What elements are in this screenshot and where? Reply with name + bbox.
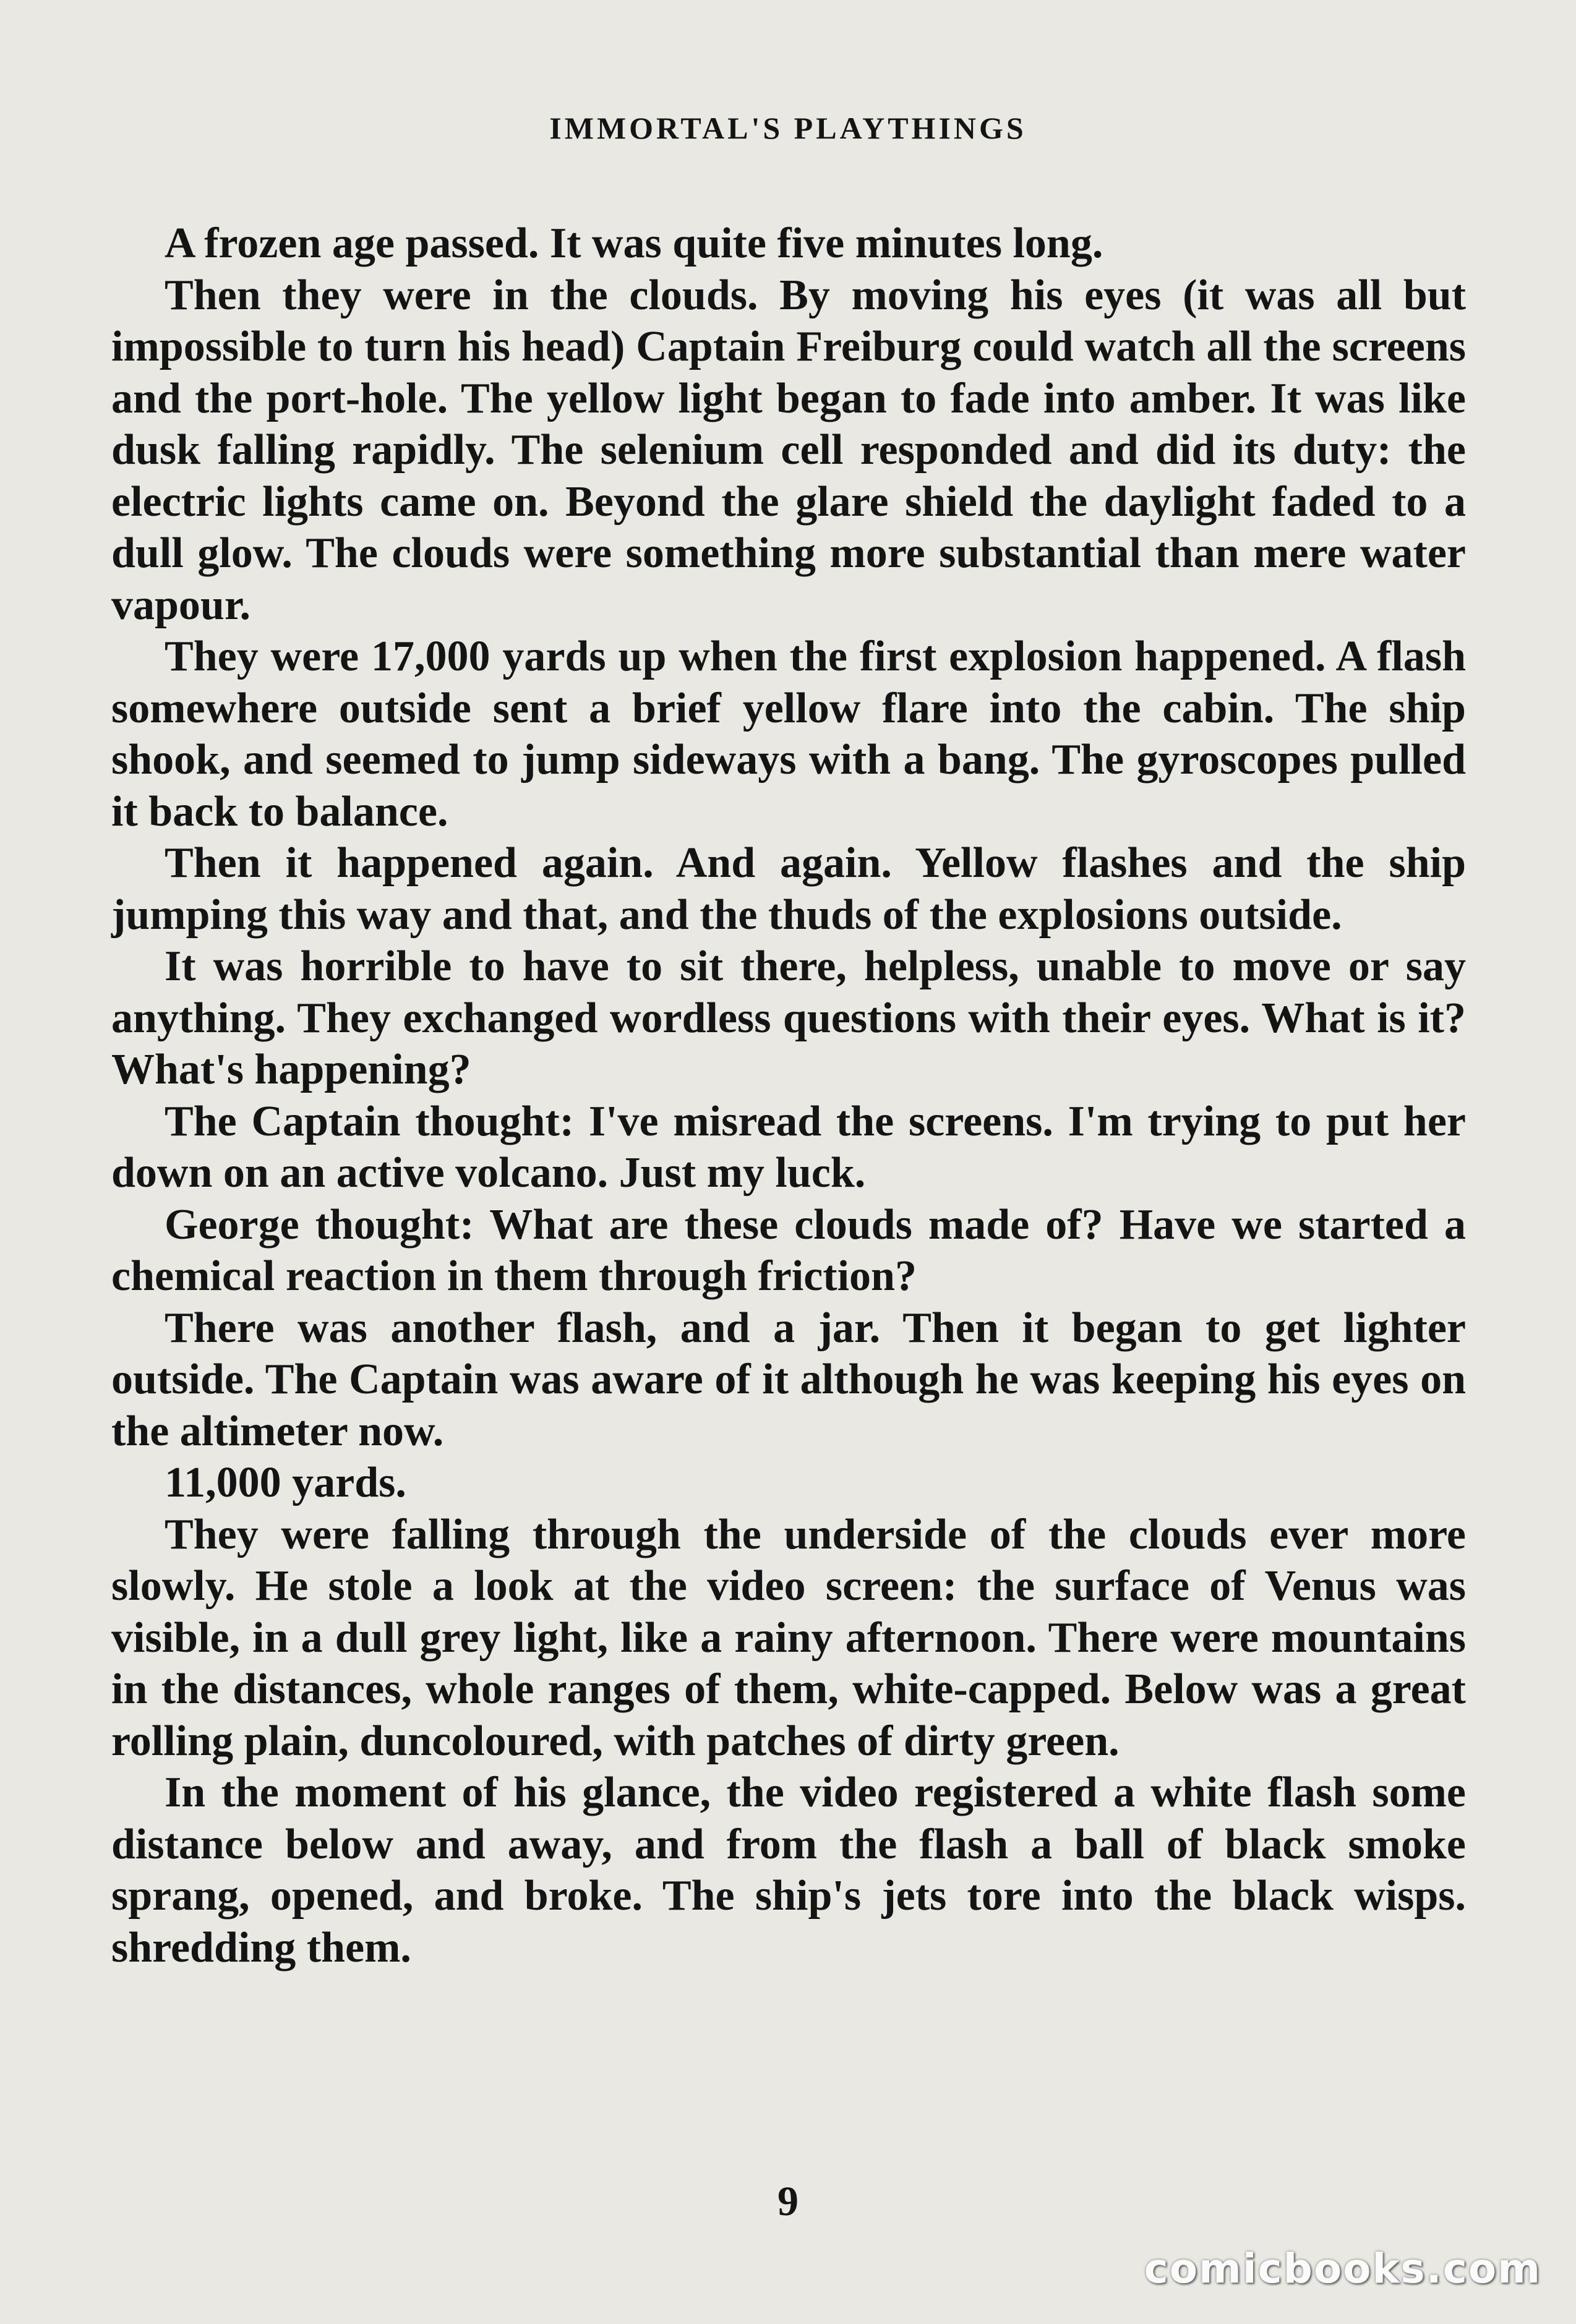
body-text [111,218,1466,1973]
watermark: comicbooks.com [1144,2245,1541,2292]
paragraph: They were falling through the underside of the clouds ever more slowly. He stole a look at the video screen: the surface of Venus was visible, in a dull grey light, like a rainy afternoon. There were mountains in the distances, whole ranges of them, white-capped. Below was a great rolling plain, duncoloured, with patches of dirty green. [111,1510,1466,1765]
paragraph: Then it happened again. And again. Yellow flashes and the ship jumping this way and that, and the thuds of the explosions outside. [111,839,1466,939]
paragraph: A frozen age passed. It was quite five minutes long. [165,220,1103,267]
paragraph: George thought: What are these clouds made of? Have we started a chemical reaction in them through friction? [111,1200,1466,1300]
running-head: IMMORTAL'S PLAYTHINGS [549,111,1027,145]
paragraph: Then they were in the clouds. By moving his eyes (it was all but impossible to turn his head) Captain Freiburg could watch all the screens and the port-hole. The yellow light began to fade into amber. It was like dusk falling rapidly. The selenium cell responded and did its duty: the electric lights came on. Beyond the glare shield the daylight faded to a dull glow. The clouds were something more substantial than mere water vapour. [111,271,1466,629]
paragraph: In the moment of his glance, the video registered a white flash some distance below and away, and from the flash a ball of black smoke sprang, opened, and broke. The ship's jets tore into the black wisps. shredding them. [111,1769,1466,1972]
paragraph: 11,000 yards. [165,1459,406,1506]
paragraph: They were 17,000 yards up when the first explosion happened. A flash somewhere outside sent a brief yellow flare into the cabin. The ship shook, and seemed to jump sideways with a bang. The gyroscopes pulled it back to balance. [111,633,1466,835]
paragraph: The Captain thought: I've misread the screens. I'm trying to put her down on an active volcano. Just my luck. [111,1097,1466,1197]
page-number: 9 [777,2177,799,2224]
paragraph: There was another flash, and a jar. Then it began to get lighter outside. The Captain was aware of it although he was keeping his eyes on the altimeter now. [111,1304,1466,1455]
paragraph: It was horrible to have to sit there, helpless, unable to move or say anything. They exchanged wordless questions with their eyes. What is it? What's happening? [111,942,1466,1093]
